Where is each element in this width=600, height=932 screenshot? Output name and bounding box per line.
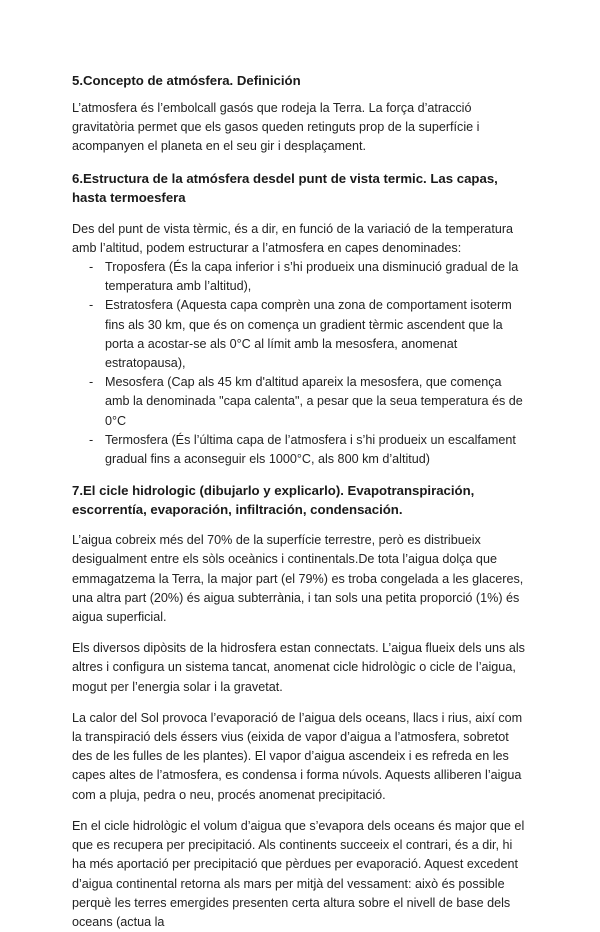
section-heading: 6.Estructura de la atmósfera desdel punt de vista termic. Las capas, hasta termoesfera: [72, 170, 498, 205]
section-water-cycle: [72, 481, 528, 932]
list-item-text: Troposfera (És la capa inferior i s’hi produeix una disminució gradual de la temperatura amb l’altitud),: [105, 260, 519, 294]
paragraph: Els diversos dipòsits de la hidrosfera estan connectats. L’aigua flueix dels uns als altres i configura un sistema tancat, anomenat cicle hidrològic o cicle de l’aigua, mogut per l’energia solar i la gravetat.: [72, 641, 525, 694]
section-heading: 7.El cicle hidrologic (dibujarlo y explicarlo). Evapotranspiración, escorrentía, evaporación, infiltración, condensación.: [72, 483, 475, 518]
section-atmosphere-definition: [72, 71, 528, 157]
list-item-troposfera: [72, 258, 528, 296]
list-item-text: Mesosfera (Cap als 45 km d'altitud apareix la mesosfera, que comença amb la denominada "capa calenta", a pesar que la seua temperatura és de 0°C: [105, 375, 523, 428]
paragraph: En el cicle hidrològic el volum d’aigua que s’evapora dels oceans és major que el que es recupera per precipitació. Als continents succeeix el contrari, és a dir, hi ha més aportació per precipitació que pèrdues per evaporació. Aquest excedent d’aigua continental retorna als mars per mitjà del vessament: això és possible perquè les terres emergides presenten certa altura sobre el nivell de base dels oceans (actua la: [72, 818, 525, 929]
paragraph: Des del punt de vista tèrmic, és a dir, en funció de la variació de la temperatura amb l’altitud, podem estructurar a l’atmosfera en capes denominades:: [72, 221, 514, 255]
list-bullet: -: [89, 260, 94, 275]
section-heading: 5.Concepto de atmósfera. Definición: [72, 73, 301, 88]
section-atmosphere-structure: [72, 169, 528, 470]
list-item-estratosfera: [72, 296, 528, 373]
layers-list: [72, 258, 528, 469]
list-bullet: -: [89, 375, 94, 390]
paragraph: La calor del Sol provoca l’evaporació de l’aigua dels oceans, llacs i rius, així com la transpiració dels éssers vius (eixida de vapor d’aigua a l’atmosfera, sobretot des de les fulles de les plantes). El vapor d’aigua ascendeix i es refreda en les capes altes de l’atmosfera, es condensa i forma núvols. Aquests alliberen l’aigua com a pluja, pedra o neu, procés anomenat precipitació.: [72, 710, 523, 802]
list-item-text: Termosfera (És l’última capa de l’atmosfera i s’hi produeix un escalfament gradual fins a aconseguir els 1000°C, als 800 km d’altitud): [105, 432, 516, 467]
list-item-termosfera: [72, 431, 528, 469]
list-bullet: -: [89, 298, 94, 313]
paragraph: L’atmosfera és l’embolcall gasós que rodeja la Terra. La força d’atracció gravitatòria permet que els gasos queden retinguts prop de la superfície i acompanyen el planeta en el seu gir i desplaçament.: [72, 101, 480, 154]
list-item-text: Estratosfera (Aquesta capa comprèn una zona de comportament isoterm fins als 30 km, que és on comença un gradient tèrmic ascendent que la porta a acostar-se als 0°C al límit amb la mesosfera, anomenat estratopausa),: [105, 298, 512, 371]
paragraph: L’aigua cobreix més del 70% de la superfície terrestre, però es distribueix desigualment entre els sòls oceànics i continentals.De tota l’aigua dolça que emmagatzema la Terra, la major part (el 79%) es troba congelada a les glaceres, una altra part (20%) és aigua subterrània, i tan sols una petita proporció (1%) és aigua superficial.: [72, 533, 524, 625]
list-item-mesosfera: [72, 373, 528, 431]
list-bullet: -: [89, 432, 94, 447]
